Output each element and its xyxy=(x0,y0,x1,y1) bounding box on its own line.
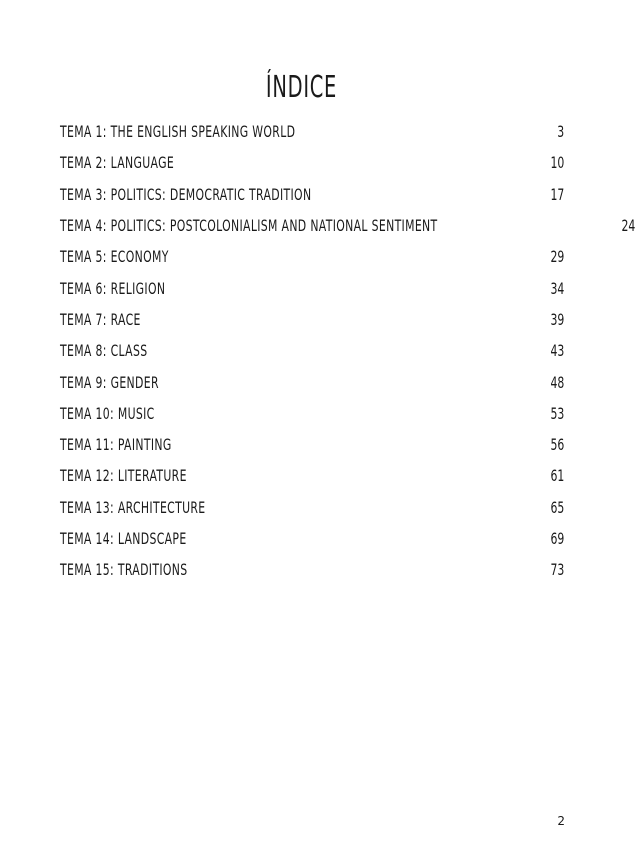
toc-entry xyxy=(60,272,564,303)
toc-entry-title: TEMA 4: POLITICS: POSTCOLONIALISM AND NATIONAL SENTIMENT xyxy=(60,216,438,236)
toc-entry-page: 69 xyxy=(550,529,564,548)
toc-entry-title: TEMA 13: ARCHITECTURE xyxy=(60,497,206,517)
toc-entry-page: 48 xyxy=(550,372,564,392)
toc-entry-title: TEMA 8: CLASS xyxy=(60,341,148,361)
toc-entry xyxy=(60,179,564,210)
toc-entry-title: TEMA 11: PAINTING xyxy=(60,435,172,455)
table-of-contents xyxy=(60,116,636,585)
toc-entry-page: 53 xyxy=(550,403,564,423)
toc-entry-page: 73 xyxy=(550,560,564,580)
toc-entry-page: 10 xyxy=(550,153,564,173)
toc-entry-title: TEMA 6: RELIGION xyxy=(60,278,166,298)
toc-entry xyxy=(60,147,564,178)
toc-entry-title: TEMA 10: MUSIC xyxy=(60,403,155,423)
toc-entry-page: 43 xyxy=(550,341,564,361)
toc-entry xyxy=(60,398,564,429)
toc-entry xyxy=(60,304,564,335)
toc-entry-page: 65 xyxy=(550,497,564,517)
toc-entry-title: TEMA 2: LANGUAGE xyxy=(60,153,175,173)
toc-entry xyxy=(60,335,564,366)
toc-entry-title: TEMA 3: POLITICS: DEMOCRATIC TRADITION xyxy=(60,184,312,204)
toc-entry-page: 29 xyxy=(550,247,564,267)
toc-entry xyxy=(60,523,564,554)
toc-entry xyxy=(60,116,564,147)
toc-entry-title: TEMA 12: LITERATURE xyxy=(60,466,187,486)
toc-entry xyxy=(60,429,564,460)
toc-entry-title: TEMA 5: ECONOMY xyxy=(60,247,169,267)
toc-entry xyxy=(60,460,564,491)
toc-entry xyxy=(60,554,564,585)
toc-entry xyxy=(60,210,636,241)
toc-entry-page: 17 xyxy=(550,184,564,204)
toc-entry-title: TEMA 14: LANDSCAPE xyxy=(60,529,187,548)
toc-entry-title: TEMA 15: TRADITIONS xyxy=(60,560,188,580)
toc-entry-title: TEMA 7: RACE xyxy=(60,309,141,329)
toc-entry-page: 34 xyxy=(550,278,564,298)
toc-entry-page: 56 xyxy=(550,435,564,455)
toc-entry xyxy=(60,366,564,397)
toc-entry-page: 3 xyxy=(557,122,564,142)
toc-entry xyxy=(60,241,564,272)
toc-entry-title: TEMA 9: GENDER xyxy=(60,372,159,392)
page-number: 2 xyxy=(557,814,565,828)
toc-entry xyxy=(60,492,564,523)
toc-entry-title: TEMA 1: THE ENGLISH SPEAKING WORLD xyxy=(60,122,296,142)
toc-entry-page: 61 xyxy=(550,466,564,486)
page-title: ÍNDICE xyxy=(265,70,338,106)
toc-entry-page: 24 xyxy=(621,216,636,236)
toc-entry-page: 39 xyxy=(550,309,564,329)
